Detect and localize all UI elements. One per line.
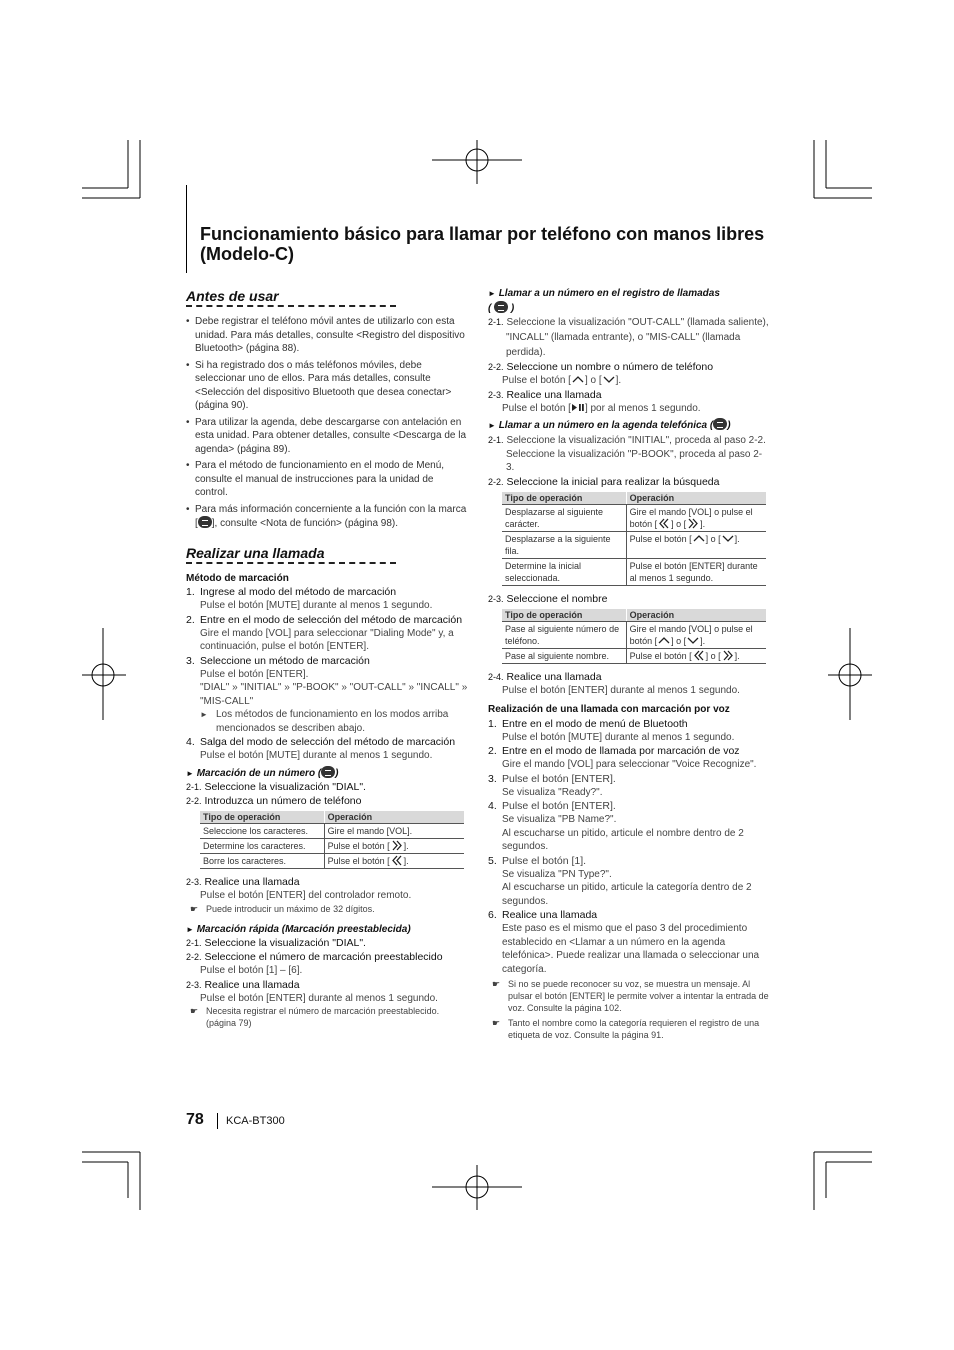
rewind-icon xyxy=(390,855,404,866)
substep: 2-1. Seleccione la visualización "OUT-CALL" (llamada saliente), "INCALL" (llamada entrante), o "MIS-CALL" (llamada perdida). xyxy=(488,317,769,358)
bullet: • Si ha registrado dos o más teléfonos móviles, debe seleccionar uno de ellos. Para más detalles, consulte <Selección del dispositivo Bluetooth que desea conectar> (página 90). xyxy=(186,359,468,413)
operation-table-2: Tipo de operación Operación Desplazarse al siguiente carácter. Gire el mando [VOL] o pulse el botón [ ] o [ ]. Desplazarse a la siguiente fila. Pulse el botón [ ] o [ ]. Determine la inicial seleccionada. Pulse el botón [ENTER] durante al menos 1 segundo. xyxy=(502,492,766,586)
triangle-icon: ► xyxy=(200,710,208,719)
antes-bullets xyxy=(186,315,468,531)
bullet: • Para utilizar la agenda, debe descargarse con antelación en esta unidad. Para obtener detalles, consulte <Descarga de la agenda> (página 89). xyxy=(186,416,468,457)
fast-forward-icon xyxy=(390,840,404,851)
step-1-desc: Pulse el botón [MUTE] durante al menos 1 segundo. xyxy=(200,600,433,611)
voice-step-desc: Gire el mando [VOL] para seleccionar "Voice Recognize". xyxy=(502,759,757,770)
function-icon xyxy=(713,418,727,430)
model-name: KCA-BT300 xyxy=(226,1115,285,1127)
voice-step-desc: Se visualiza "PB Name?". xyxy=(502,814,617,825)
table-row: Borre los caracteres. Pulse el botón [ ]. xyxy=(200,854,464,869)
substep: 2-2. Introduzca un número de teléfono xyxy=(186,795,362,807)
table-row: Determine los caracteres. Pulse el botón [ ]. xyxy=(200,839,464,854)
note: ☛ Si no se puede reconocer su voz, se muestra un mensaje. Al pulsar el botón [ENTER] le permite volver a intentar la entrada de voz. Consulte la página 102. xyxy=(492,979,769,1013)
function-icon xyxy=(321,766,335,778)
substep: 2-1. Seleccione la visualización "DIAL". xyxy=(186,781,366,793)
operation-table-3: Tipo de operación Operación Pase al siguiente número de teléfono. Gire el mando [VOL] o pulse el botón [ ] o [ ]. Pase al siguiente nombre. Pulse el botón [ ] o [ ]. xyxy=(502,609,766,664)
substep-desc: Seleccione la visualización "P-BOOK", proceda al paso 2-3. xyxy=(506,448,763,473)
table-row: Determine la inicial seleccionada. Pulse el botón [ENTER] durante al menos 1 segundo. xyxy=(502,558,766,585)
substep: 2-1. Seleccione la visualización "INITIAL", proceda al paso 2-2. xyxy=(488,434,766,446)
triangle-icon: ► xyxy=(488,421,496,430)
up-arrow-icon xyxy=(657,635,671,646)
marcacion-rapida-heading: ► Marcación rápida (Marcación preestablecida) xyxy=(186,923,411,935)
play-pause-icon xyxy=(571,402,585,413)
substep: 2-3. Realice una llamada xyxy=(186,978,300,991)
down-arrow-icon xyxy=(721,533,735,544)
step-3-modes: "DIAL" » "INITIAL" » "P-BOOK" » "OUT-CALL" » "INCALL" » "MIS-CALL" xyxy=(200,682,468,707)
note: ☛ Tanto el nombre como la categoría requieren el registro de una etiqueta de voz. Consulte la página 91. xyxy=(492,1018,760,1040)
voice-step-1: 1. Entre en el modo de menú de Bluetooth xyxy=(488,717,688,730)
voice-step-desc: Al escucharse un pitido, articule la categoría dentro de 2 segundos. xyxy=(502,882,752,907)
bullet: • Para el método de funcionamiento en el modo de Menú, consulte el manual de instrucciones para la unidad de control. xyxy=(186,459,468,500)
substep-desc: Pulse el botón [ ] por al menos 1 segundo. xyxy=(502,402,701,414)
substep: 2-2. Seleccione la inicial para realizar la búsqueda xyxy=(488,475,720,488)
voice-step-3: 3. Pulse el botón [ENTER]. xyxy=(488,772,616,785)
voice-step-2: 2. Entre en el modo de llamada por marcación de voz xyxy=(488,745,740,757)
step-3-desc: Pulse el botón [ENTER]. xyxy=(200,668,309,680)
section-heading-antes: Antes de usar xyxy=(186,288,396,307)
table-row: Pase al siguiente número de teléfono. Gire el mando [VOL] o pulse el botón [ ] o [ ]. xyxy=(502,621,766,648)
substep: 2-4. Realice una llamada xyxy=(488,670,602,683)
substep-desc: Pulse el botón [1] – [6]. xyxy=(200,965,303,976)
function-icon xyxy=(198,516,212,528)
substep: 2-3. Realice una llamada xyxy=(488,388,602,401)
step-3: 3. Seleccione un método de marcación xyxy=(186,654,370,667)
substep-desc: Pulse el botón [ENTER] durante al menos 1 segundo. xyxy=(502,684,740,696)
voice-step-desc: Se visualiza "Ready?". xyxy=(502,786,603,798)
section-heading-realizar: Realizar una llamada xyxy=(186,545,396,564)
bullet: • Para más información concerniente a la función con la marca [ ], consulte <Nota de función> (página 98). xyxy=(186,503,468,531)
pointer-icon: ☛ xyxy=(190,903,199,914)
step-3-note: ► Los métodos de funcionamiento en los modos arriba mencionados se describen abajo. xyxy=(200,709,449,734)
substep-desc: Pulse el botón [ENTER] durante al menos 1 segundo. xyxy=(200,992,438,1004)
substep: 2-2. Seleccione el número de marcación preestablecido xyxy=(186,951,443,963)
step-4: 4. Salga del modo de selección del método de marcación xyxy=(186,736,456,748)
title-bar xyxy=(186,185,187,273)
agenda-heading: ► Llamar a un número en la agenda telefónica ( ) xyxy=(488,420,731,431)
substep: 2-1. Seleccione la visualización "DIAL". xyxy=(186,937,366,949)
page-number: 78 xyxy=(186,1111,204,1128)
fast-forward-icon xyxy=(686,518,700,529)
triangle-icon: ► xyxy=(186,924,194,934)
down-arrow-icon xyxy=(602,374,616,385)
down-arrow-icon xyxy=(686,635,700,646)
bullet: • Debe registrar el teléfono móvil antes de utilizarlo con esta unidad. Para más detalles, consulte <Registro del dispositivo Bluetooth> (página 88). xyxy=(186,315,468,356)
substep-desc: Pulse el botón [ ] o [ ]. xyxy=(502,375,622,386)
substep: 2-3. Seleccione el nombre xyxy=(488,592,608,605)
metodo-label: Método de marcación xyxy=(186,572,289,584)
step-2-desc: Gire el mando [VOL] para seleccionar "Dialing Mode" y, a continuación, pulse el botón [ENTER]. xyxy=(200,627,454,652)
pointer-icon: ☛ xyxy=(492,979,501,989)
table-row: Pase al siguiente nombre. Pulse el botón [ ] o [ ]. xyxy=(502,648,766,663)
rewind-icon xyxy=(692,650,706,661)
function-icon xyxy=(494,301,508,313)
voice-step-4: 4. Pulse el botón [ENTER]. xyxy=(488,800,616,812)
triangle-icon: ► xyxy=(186,768,194,778)
right-column xyxy=(488,287,770,1041)
page-title: Funcionamiento básico para llamar por teléfono con manos libres (Modelo-C) xyxy=(200,224,765,264)
operation-table-1: Tipo de operación Operación Seleccione los caracteres. Gire el mando [VOL]. Determine los caracteres. Pulse el botón [ ]. Borre los caracteres. Pulse el botón [ ]. xyxy=(200,811,464,869)
registro-heading: ► Llamar a un número en el registro de llamadas ( ) xyxy=(488,288,720,314)
left-column xyxy=(186,288,468,1029)
voice-step-5: 5. Pulse el botón [1]. xyxy=(488,854,587,867)
step-1: 1. Ingrese al modo del método de marcación xyxy=(186,586,397,598)
fast-forward-icon xyxy=(721,650,735,661)
table-row: Seleccione los caracteres. Gire el mando [VOL]. xyxy=(200,824,464,839)
voice-step-desc: Se visualiza "PN Type?". xyxy=(502,868,612,880)
substep: 2-2. Seleccione un nombre o número de teléfono xyxy=(488,361,714,373)
substep-desc: Pulse el botón [ENTER] del controlador remoto. xyxy=(200,890,412,901)
note: ☛ Necesita registrar el número de marcación preestablecido. (página 79) xyxy=(190,1006,440,1028)
voice-step-desc: Este paso es el mismo que el paso 3 del procedimiento establecido en <Llamar a un número en la agenda telefónica>. Puede realizar una llamada o seleccionar una categoría. xyxy=(502,923,760,975)
note: ☛ Puede introducir un máximo de 32 dígitos. xyxy=(190,903,375,914)
substep: 2-3. Realice una llamada xyxy=(186,876,300,888)
up-arrow-icon xyxy=(571,374,585,385)
voice-step-desc: Al escucharse un pitido, articule el nombre dentro de 2 segundos. xyxy=(502,827,744,852)
step-2: 2. Entre en el modo de selección del método de marcación xyxy=(186,613,463,626)
voice-step-6: 6. Realice una llamada xyxy=(488,909,598,921)
up-arrow-icon xyxy=(692,533,706,544)
footer-separator xyxy=(217,1113,218,1129)
table-row: Desplazarse a la siguiente fila. Pulse el botón [ ] o [ ]. xyxy=(502,531,766,558)
table-row: Desplazarse al siguiente carácter. Gire el mando [VOL] o pulse el botón [ ] o [ ]. xyxy=(502,504,766,531)
voz-label: Realización de una llamada con marcación por voz xyxy=(488,704,730,715)
voice-step-desc: Pulse el botón [MUTE] durante al menos 1 segundo. xyxy=(502,731,735,743)
marcacion-heading: ► Marcación de un número ( ) xyxy=(186,767,339,779)
rewind-icon xyxy=(657,518,671,529)
pointer-icon: ☛ xyxy=(190,1006,199,1016)
pointer-icon: ☛ xyxy=(492,1018,501,1028)
triangle-icon: ► xyxy=(488,289,496,298)
step-4-desc: Pulse el botón [MUTE] durante al menos 1 segundo. xyxy=(200,750,433,761)
